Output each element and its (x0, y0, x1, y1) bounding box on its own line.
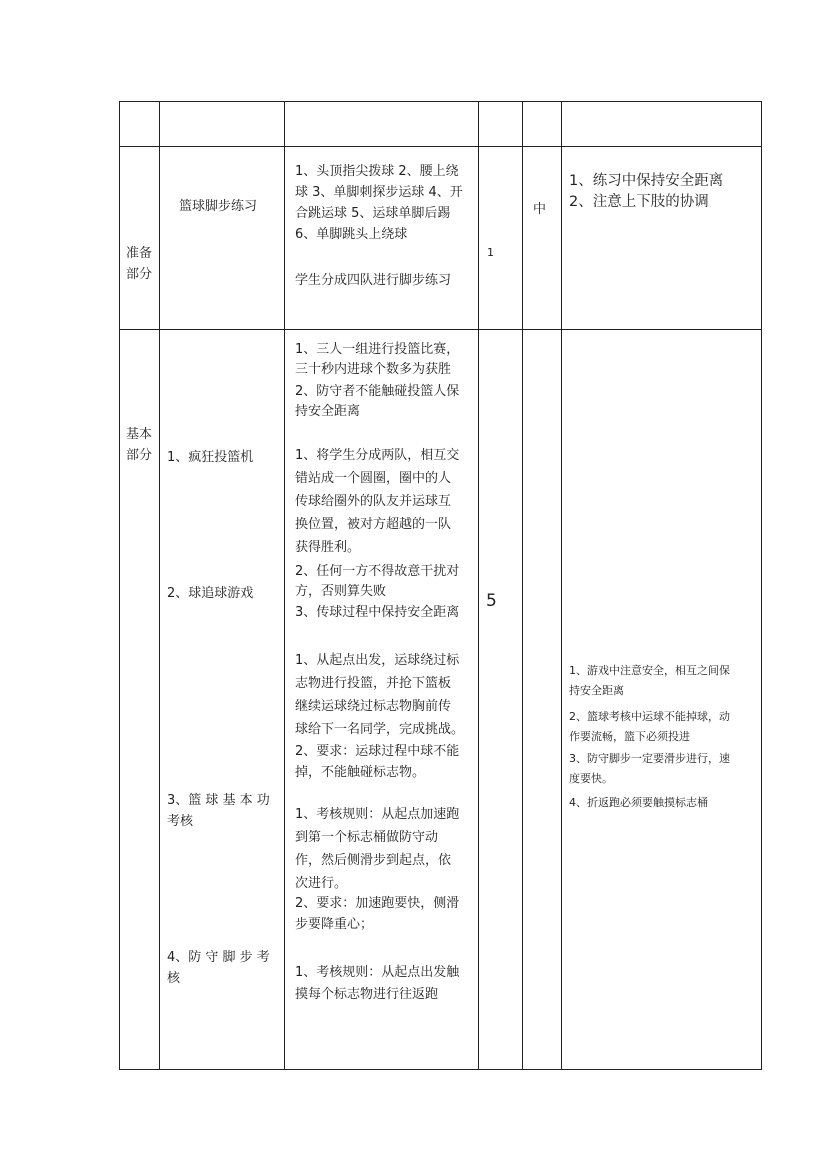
basic-content-p9-l1: 2、要求：加速跑要快，侧滑 (295, 896, 460, 911)
prep-intensity: 中 (533, 202, 547, 217)
basic-content-p3-l3: 传球给圈外的队友并运球互 (295, 494, 452, 509)
table-column-divider (478, 101, 479, 1070)
table-column-divider (561, 101, 562, 1070)
basic-content-p4-l1: 2、任何一方不得故意干扰对 (295, 564, 460, 579)
basic-time: 5 (486, 591, 497, 611)
basic-content-p6-l3: 继续运球绕过标志物胸前传 (295, 699, 452, 714)
basic-note-2-l1: 2、篮球考核中运球不能掉球，动 (569, 710, 730, 723)
basic-note-1-l1: 1、游戏中注意安全，相互之间保 (569, 664, 730, 677)
basic-content-p8-l1: 1、考核规则：从起点加速跑 (295, 807, 460, 822)
basic-item-2: 2、球追球游戏 (167, 586, 254, 601)
basic-note-3-l1: 3、防守脚步一定要滑步进行，速 (569, 752, 730, 765)
basic-content-p3-l5: 获得胜利。 (295, 540, 361, 555)
basic-item-4-line2: 核 (167, 971, 181, 986)
basic-content-p5-l1: 3、传球过程中保持安全距离 (295, 605, 460, 620)
basic-note-1-l2: 持安全距离 (569, 684, 624, 697)
prep-time: 1 (487, 246, 494, 259)
basic-item-3-line1: 3、篮 球 基 本 功 (167, 793, 270, 808)
table-border-top (119, 101, 762, 102)
prep-note-1: 1、练习中保持安全距离 (569, 173, 724, 189)
basic-note-4-l1: 4、折返跑必须要触摸标志桶 (569, 796, 708, 809)
basic-content-p2-l1: 2、防守者不能触碰投篮人保 (295, 384, 460, 399)
table-border-bottom (119, 1069, 762, 1070)
basic-content-p10-l2: 摸每个标志物进行往返跑 (295, 987, 439, 1002)
basic-content-p7-l1: 2、要求：运球过程中球不能 (295, 744, 460, 759)
basic-content-p6-l2: 志物进行投篮，并抢下篮板 (295, 676, 452, 691)
table-column-divider (522, 101, 523, 1070)
basic-content-p8-l3: 作，然后侧滑步到起点，依 (295, 853, 452, 868)
basic-content-p3-l2: 错站成一个圆圈，圈中的人 (295, 471, 452, 486)
basic-item-3-line2: 考核 (167, 814, 194, 829)
prep-section-label-line2: 部分 (126, 267, 153, 282)
basic-content-p3-l1: 1、将学生分成两队，相互交 (295, 448, 460, 463)
prep-content-line2: 球 3、单脚刺探步运球 4、开 (295, 185, 463, 200)
prep-item-name: 篮球脚步练习 (179, 199, 258, 214)
basic-content-p10-l1: 1、考核规则：从起点出发触 (295, 965, 460, 980)
basic-content-p8-l4: 次进行。 (295, 876, 348, 891)
basic-content-p4-l2: 方，否则算失败 (295, 584, 387, 599)
basic-content-p1-l1: 1、三人一组进行投篮比赛， (295, 342, 460, 357)
basic-section-label-line2: 部分 (126, 448, 153, 463)
prep-section-label-line1: 准备 (126, 246, 153, 261)
prep-note-2: 2、注意上下肢的协调 (569, 194, 709, 210)
basic-note-3-l2: 度要快。 (569, 772, 613, 785)
basic-content-p9-l2: 步要降重心； (295, 917, 374, 932)
prep-content-line1: 1、头顶指尖拨球 2、腰上绕 (295, 164, 459, 179)
basic-content-p1-l2: 三十秒内进球个数多为获胜 (295, 362, 452, 377)
table-column-divider (284, 101, 285, 1070)
basic-content-p3-l4: 换位置，被对方超越的一队 (295, 517, 452, 532)
basic-section-label-line1: 基本 (126, 427, 153, 442)
prep-content-line4: 6、单脚跳头上绕球 (295, 227, 408, 242)
basic-content-p7-l2: 掉，不能触碰标志物。 (295, 765, 426, 780)
table-column-divider (159, 101, 160, 1070)
basic-content-p8-l2: 到第一个标志桶做防守动 (295, 830, 439, 845)
basic-note-2-l2: 作要流畅，篮下必须投进 (569, 730, 690, 743)
prep-organization: 学生分成四队进行脚步练习 (295, 273, 452, 288)
table-border-left (119, 101, 120, 1070)
basic-content-p6-l1: 1、从起点出发，运球绕过标 (295, 653, 460, 668)
prep-content-line3: 合跳运球 5、运球单脚后踢 (295, 206, 451, 221)
basic-item-4-line1: 4、防 守 脚 步 考 (167, 950, 270, 965)
table-row-divider (119, 146, 762, 147)
basic-item-1: 1、疯狂投篮机 (167, 450, 254, 465)
table-border-right (761, 101, 762, 1070)
table-row-divider (119, 329, 762, 330)
basic-content-p2-l2: 持安全距离 (295, 404, 361, 419)
basic-content-p6-l4: 球给下一名同学，完成挑战。 (295, 722, 465, 737)
